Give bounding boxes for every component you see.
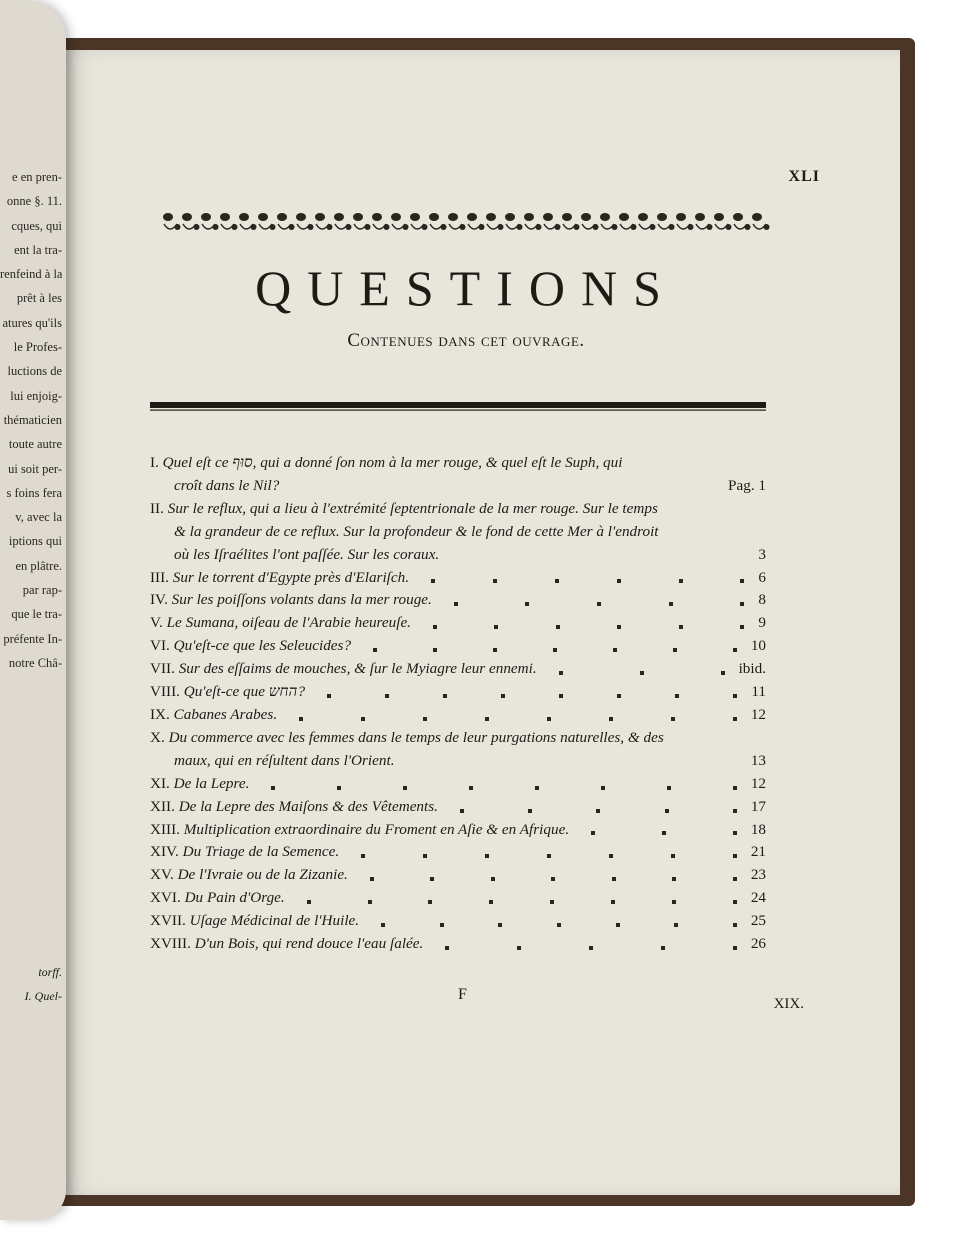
leader-dot	[431, 579, 435, 583]
toc-entry-first-line	[150, 798, 438, 815]
toc-entry-page: 21	[750, 843, 766, 861]
toc-entry-first-line	[150, 500, 658, 517]
leader-dot	[553, 648, 557, 652]
leader-dot	[674, 923, 678, 927]
left-catch-line: I. Quel-	[24, 989, 62, 1003]
toc-entry-title: De la Lepre.	[173, 774, 250, 792]
toc-entry-first-line	[150, 637, 351, 654]
toc-entry-number: XV.	[150, 866, 174, 884]
leader-dot	[661, 946, 665, 950]
leader-dot	[491, 877, 495, 881]
leader-dot	[337, 786, 341, 790]
leader-dot	[368, 900, 372, 904]
leader-dot	[679, 579, 683, 583]
toc-entry-page: Pag. 1	[728, 476, 766, 494]
leader-dot	[640, 671, 644, 675]
leader-dot	[423, 854, 427, 858]
toc-entry-page: 12	[750, 774, 766, 792]
leader-dot	[672, 900, 676, 904]
leader-dot	[547, 854, 551, 858]
toc-entry-first-line	[150, 683, 305, 700]
toc-entry	[150, 841, 766, 864]
toc-entry-title: Qu'eſt-ce que les Seleucides?	[173, 637, 352, 655]
leader-dot	[403, 786, 407, 790]
toc-entry-page: 26	[750, 935, 766, 953]
leader-dot	[740, 625, 744, 629]
leader-dot	[469, 786, 473, 790]
toc-entry-page: 3	[758, 545, 766, 563]
toc-entry-page: 17	[750, 797, 766, 815]
toc-entry-page: 6	[758, 568, 766, 586]
leader-dot	[557, 923, 561, 927]
left-line: préfente In-	[3, 631, 62, 646]
toc-entry-first-line	[150, 821, 569, 838]
left-line: renfeind à la	[0, 267, 62, 282]
leader-dot	[271, 786, 275, 790]
toc-entry	[150, 681, 766, 704]
leader-dot	[440, 923, 444, 927]
toc-entry	[150, 589, 766, 612]
toc-entry-continuation: & la grandeur de ce reflux. Sur la profondeur & le fond de cette Mer à l'endroit	[174, 522, 659, 540]
leader-dot	[611, 900, 615, 904]
toc-entry-number: VI.	[150, 637, 170, 655]
toc-entry-continuation: où les Iſraélites l'ont paſſée. Sur les coraux.	[174, 545, 440, 563]
toc-entry-title: Multiplication extraordinaire du Froment en Aſie & en Afrique.	[183, 820, 570, 838]
toc-entry-number: V.	[150, 614, 163, 632]
toc-entry-number: X.	[150, 728, 165, 746]
toc-entry-number: I.	[150, 454, 159, 471]
left-line: le Profes-	[13, 340, 62, 355]
toc-entry-page: 8	[758, 591, 766, 609]
leader-dot	[733, 786, 737, 790]
toc-entry-page: 25	[750, 912, 766, 930]
leader-dot	[733, 900, 737, 904]
toc-entry-title: De la Lepre des Maiſons & des Vêtements.	[178, 797, 438, 815]
leader-dot	[733, 946, 737, 950]
leader-dot	[528, 809, 532, 813]
leader-dot	[551, 877, 555, 881]
table-of-contents	[150, 452, 766, 956]
left-line: s foins fera	[6, 485, 62, 500]
toc-entry-title: Du Pain d'Orge.	[184, 889, 285, 907]
leader-dot	[460, 809, 464, 813]
leader-dot	[493, 579, 497, 583]
toc-entry-number: XVIII.	[150, 935, 191, 953]
left-line: ui soit per-	[8, 461, 62, 476]
toc-entry-first-line	[150, 614, 411, 631]
left-line: luctions de	[7, 364, 62, 379]
toc-entry-page: 12	[750, 705, 766, 723]
toc-entry-number: XIII.	[150, 820, 180, 838]
leader-dot	[662, 831, 666, 835]
toc-entry-page: 13	[750, 751, 766, 769]
leader-dot	[361, 854, 365, 858]
leader-dot	[428, 900, 432, 904]
toc-entry-title: D'un Bois, qui rend douce l'eau ſalée.	[194, 935, 424, 953]
toc-entry-title: Sur le torrent d'Egypte près d'Elariſch.	[172, 568, 410, 586]
leader-dot	[617, 625, 621, 629]
leader-dot	[601, 786, 605, 790]
toc-entry-first-line	[150, 569, 409, 586]
toc-entry	[150, 498, 766, 567]
double-rule-divider	[150, 402, 766, 411]
leader-dot	[617, 694, 621, 698]
leader-dot	[733, 877, 737, 881]
toc-entry-page: 9	[758, 614, 766, 632]
left-page	[0, 0, 66, 1220]
toc-entry-first-line	[150, 706, 277, 723]
left-catch-line: torff.	[38, 965, 62, 979]
leader-dot	[721, 671, 725, 675]
toc-entry-first-line	[150, 866, 348, 883]
leader-dot	[589, 946, 593, 950]
toc-entry-first-line	[150, 935, 423, 952]
left-line: par rap-	[22, 583, 62, 598]
toc-entry	[150, 910, 766, 933]
left-line: ent la tra-	[14, 242, 62, 257]
leader-dot	[675, 694, 679, 698]
toc-entry-first-line	[150, 454, 622, 471]
left-line: prêt à les	[16, 291, 62, 306]
leader-dot	[361, 717, 365, 721]
leader-dot	[559, 694, 563, 698]
toc-entry-first-line	[150, 889, 285, 906]
toc-entry-number: II.	[150, 499, 164, 517]
leader-dot	[673, 648, 677, 652]
toc-entry	[150, 658, 766, 681]
leader-dot	[385, 694, 389, 698]
leader-dot	[613, 648, 617, 652]
toc-entry-number: XVII.	[150, 912, 186, 930]
toc-entry-page: 18	[750, 820, 766, 838]
leader-dot	[679, 625, 683, 629]
leader-dot	[559, 671, 563, 675]
toc-entry-number: IX.	[150, 705, 170, 723]
leader-dot	[612, 877, 616, 881]
left-line: notre Châ-	[8, 655, 62, 670]
leader-dot	[672, 877, 676, 881]
leader-dot	[671, 854, 675, 858]
leader-dot	[535, 786, 539, 790]
toc-entry-first-line	[150, 660, 537, 677]
toc-entry-number: XIV.	[150, 843, 179, 861]
toc-entry-title: Cabanes Arabes.	[173, 705, 278, 723]
leader-dot	[327, 694, 331, 698]
page-number: XLI	[788, 168, 820, 185]
leader-dot	[555, 579, 559, 583]
toc-entry	[150, 887, 766, 910]
signature-mark: F	[458, 986, 467, 1003]
left-line: lui enjoig-	[10, 388, 62, 403]
page-title: QUESTIONS	[255, 260, 677, 316]
toc-entry	[150, 612, 766, 635]
left-line: v, avec la	[15, 510, 62, 525]
leader-dot	[591, 831, 595, 835]
toc-entry-title: Du Triage de la Semence.	[182, 843, 340, 861]
toc-entry-title: Quel eſt ce סוּף, qui a donné ſon nom à la mer rouge, & quel eſt le Suph, qui	[162, 454, 623, 471]
leader-dot	[665, 809, 669, 813]
left-page-text	[0, 165, 62, 675]
leader-dot	[733, 694, 737, 698]
toc-entry-title: Le Sumana, oiſeau de l'Arabie heureuſe.	[166, 614, 411, 632]
leader-dot	[671, 717, 675, 721]
left-line: onne §. 11.	[6, 194, 62, 209]
leader-dot	[433, 625, 437, 629]
toc-entry-number: VIII.	[150, 683, 180, 701]
leader-dot	[370, 877, 374, 881]
leader-dot	[733, 923, 737, 927]
leader-dot	[596, 809, 600, 813]
leader-dot	[740, 579, 744, 583]
leader-dot	[299, 717, 303, 721]
toc-entry-number: XVI.	[150, 889, 181, 907]
toc-entry-title: Sur les poiſſons volants dans la mer rouge.	[171, 591, 432, 609]
toc-entry-title: Sur le reflux, qui a lieu à l'extrémité ſeptentrionale de la mer rouge. Sur le temps	[167, 499, 658, 517]
leader-dot	[597, 602, 601, 606]
catchword: XIX.	[773, 996, 804, 1012]
toc-entry-title: Qu'eſt-ce que החש?	[183, 683, 306, 701]
toc-entry-first-line	[150, 729, 664, 746]
leader-dot	[667, 786, 671, 790]
leader-dot	[547, 717, 551, 721]
toc-entry-page: ibid.	[738, 660, 766, 678]
leader-dot	[498, 923, 502, 927]
toc-entry-first-line	[150, 912, 359, 929]
leader-dot	[485, 854, 489, 858]
left-line: cques, qui	[11, 218, 62, 233]
leader-dot	[733, 809, 737, 813]
left-line: e en pren-	[12, 170, 62, 184]
floral-ornament-band	[162, 208, 770, 236]
toc-entry-first-line	[150, 775, 249, 792]
leader-dot	[433, 648, 437, 652]
leader-dot	[669, 602, 673, 606]
leader-dot	[423, 717, 427, 721]
toc-entry	[150, 567, 766, 590]
toc-entry-number: IV.	[150, 591, 168, 609]
toc-entry	[150, 819, 766, 842]
toc-entry-title: Du commerce avec les femmes dans le temps de leur purgations naturelles, & des	[168, 728, 664, 746]
toc-entry-page: 11	[751, 683, 766, 701]
leader-dot	[550, 900, 554, 904]
left-line: atures qu'ils	[2, 315, 62, 330]
toc-entry-first-line	[150, 843, 339, 860]
toc-entry-number: VII.	[150, 660, 175, 678]
leader-dot	[373, 648, 377, 652]
leader-dot	[485, 717, 489, 721]
toc-entry-page: 24	[750, 889, 766, 907]
leader-dot	[733, 648, 737, 652]
toc-entry-title: Sur des eſſaims de mouches, & ſur le Myiagre leur ennemi.	[178, 660, 537, 678]
leader-dot	[501, 694, 505, 698]
left-line: toute autre	[8, 437, 62, 452]
leader-dot	[443, 694, 447, 698]
left-line: que le tra-	[11, 607, 62, 622]
leader-dot	[616, 923, 620, 927]
left-line: thématicien	[3, 412, 62, 427]
toc-entry-number: XI.	[150, 774, 170, 792]
toc-entry	[150, 933, 766, 956]
toc-entry	[150, 796, 766, 819]
page-subtitle: Contenues dans cet ouvrage.	[347, 330, 585, 351]
toc-entry-continuation: croît dans le Nil?	[174, 476, 280, 494]
leader-dot	[381, 923, 385, 927]
toc-entry	[150, 452, 766, 498]
leader-dot	[609, 717, 613, 721]
toc-entry	[150, 704, 766, 727]
toc-entry-continuation: maux, qui en réſultent dans l'Orient.	[174, 751, 395, 769]
left-page-catchword	[4, 960, 62, 1008]
toc-entry-first-line	[150, 591, 432, 608]
toc-entry-page: 23	[750, 866, 766, 884]
leader-dot	[494, 625, 498, 629]
toc-entry-title: Uſage Médicinal de l'Huile.	[189, 912, 360, 930]
leader-dot	[733, 854, 737, 858]
toc-entry-title: De l'Ivraie ou de la Zizanie.	[177, 866, 348, 884]
leader-dot	[493, 648, 497, 652]
toc-entry	[150, 864, 766, 887]
toc-entry	[150, 773, 766, 796]
left-line: iptions qui	[8, 534, 62, 549]
toc-entry	[150, 635, 766, 658]
leader-dot	[307, 900, 311, 904]
toc-entry-number: XII.	[150, 797, 175, 815]
toc-entry-number: III.	[150, 568, 169, 586]
leader-dot	[556, 625, 560, 629]
leader-dot	[445, 946, 449, 950]
toc-entry	[150, 727, 766, 773]
leader-dot	[454, 602, 458, 606]
leader-dot	[617, 579, 621, 583]
leader-dot	[430, 877, 434, 881]
leader-dot	[733, 717, 737, 721]
left-line: en plâtre.	[15, 558, 62, 573]
leader-dot	[740, 602, 744, 606]
leader-dot	[733, 831, 737, 835]
leader-dot	[525, 602, 529, 606]
leader-dot	[517, 946, 521, 950]
leader-dot	[609, 854, 613, 858]
leader-dot	[489, 900, 493, 904]
toc-entry-page: 10	[750, 637, 766, 655]
